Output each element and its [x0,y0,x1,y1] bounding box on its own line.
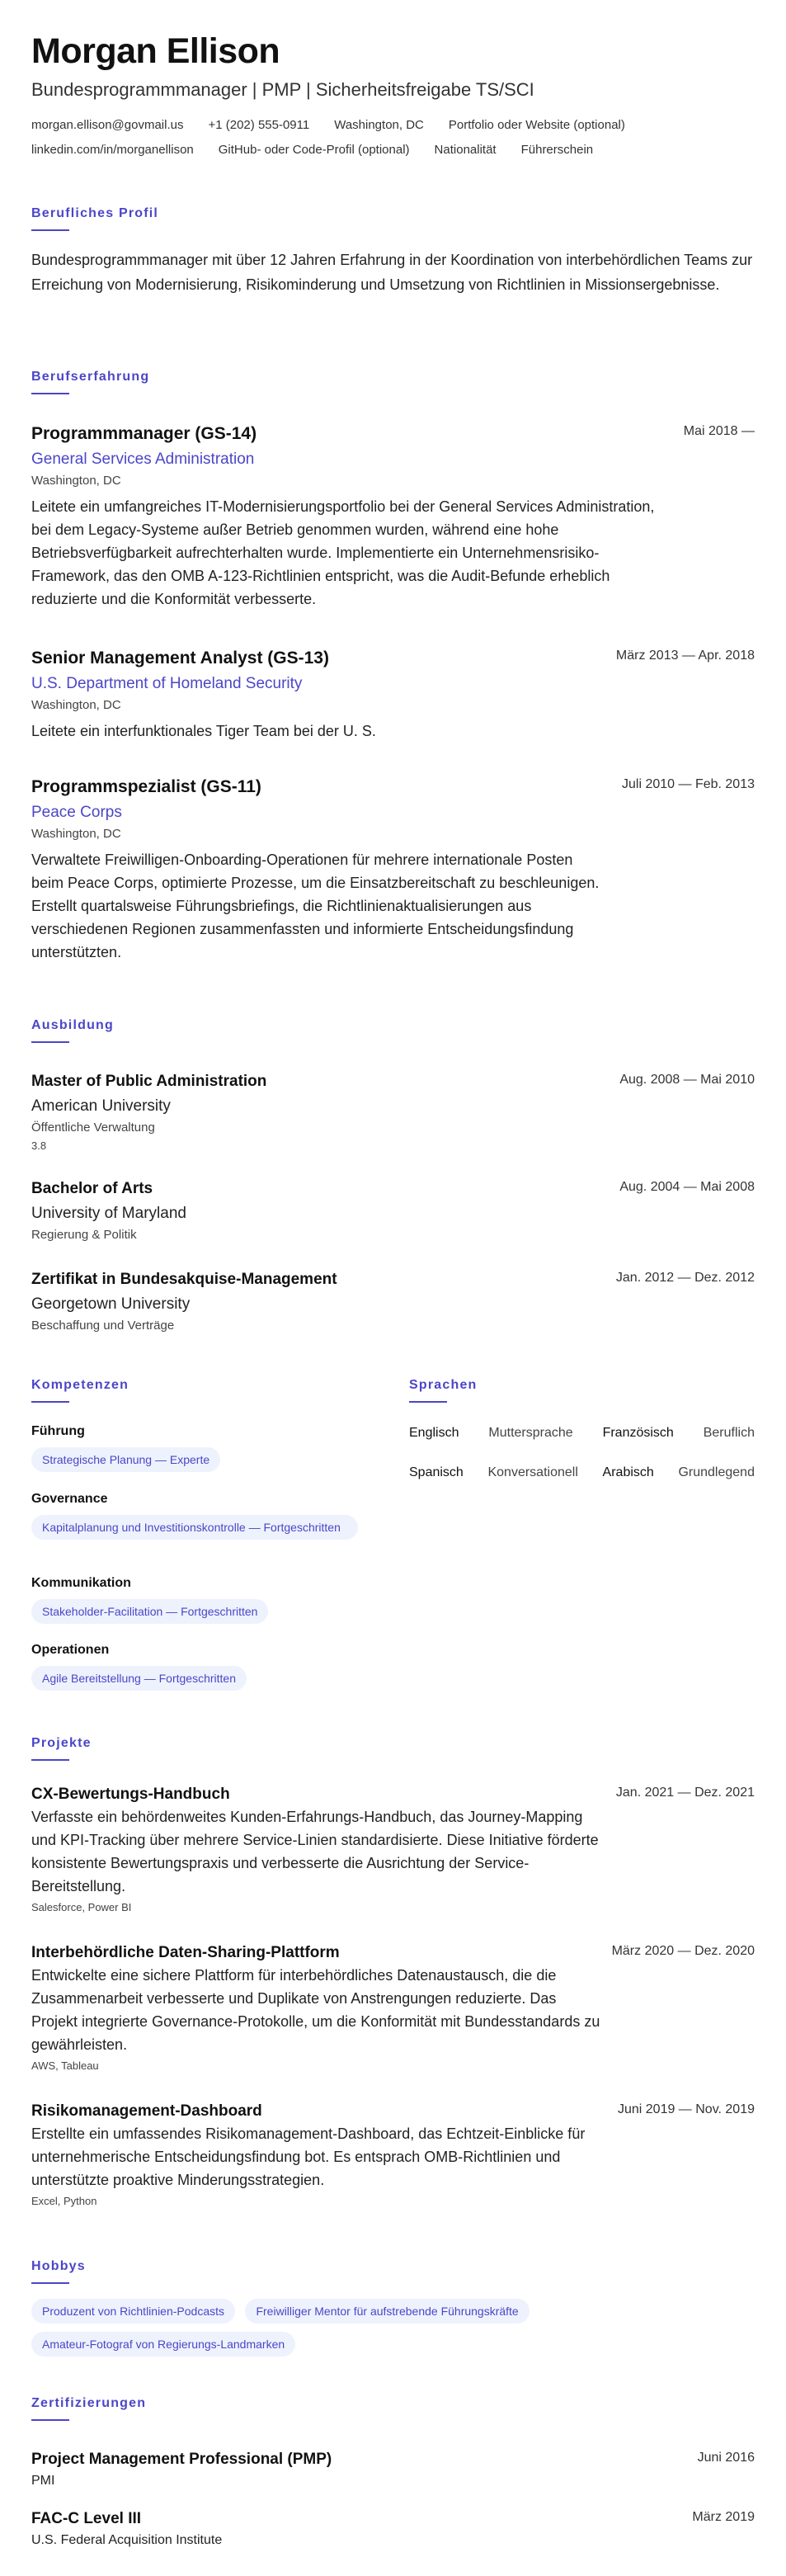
hobby-chip: Amateur-Fotograf von Regierungs-Landmarken [31,2332,295,2357]
section-divider [31,229,69,231]
school-name: University of Maryland [31,1205,186,1222]
skill-category-name: Führung [31,1424,85,1438]
language-level: Konversationell [487,1465,578,1479]
contact-row [31,142,755,158]
language-name: Spanisch [409,1465,464,1479]
certification-date: März 2019 [692,2510,755,2524]
section-divider [31,1041,69,1043]
project-description: Entwickelte eine sichere Plattform für interbehördliches Datenaustausch, die die Zusammenarbeit verbesserte und Duplikate von Anstrengungen reduzierte. Das Projekt integrierte Governance-Protokolle, um die Konformität mit Bundesstandards zu gewährleisten. [31,1967,600,2053]
section-title-languages: Sprachen [409,1378,478,1392]
certifications-section [31,2394,755,2547]
language-name: Arabisch [602,1465,654,1479]
section-divider [31,393,69,394]
job-description: Leitete ein umfangreiches IT-Modernisierungsportfolio bei der General Services Administration, bei dem Legacy-Systeme außer Betrieb genommen wurden, während eine hohe Betriebsverfügbarkeit aufrechterhalten wurde. Implementierte ein Unternehmensrisiko-Framework, das den OMB A-123-Richtlinien entspricht, was die Audit-Befunde erheblich reduzierte und die Konformität verbesserte. [31,498,655,607]
education-dates: Aug. 2004 — Mai 2008 [619,1180,755,1194]
section-title-skills: Kompetenzen [31,1378,129,1392]
certification-name: FAC-C Level III [31,2510,142,2527]
language-level: Grundlegend [678,1465,755,1479]
certification-date: Juni 2016 [697,2451,755,2465]
project-technologies: Excel, Python [31,2195,97,2207]
job-entry [31,776,755,964]
location-text: Washington, DC [334,118,424,132]
education-section [31,1017,755,1333]
job-location: Washington, DC [31,827,121,841]
job-dates: Juli 2010 — Feb. 2013 [622,777,755,791]
skill-category-name: Kommunikation [31,1576,131,1590]
job-organization: Peace Corps [31,804,122,821]
project-technologies: Salesforce, Power BI [31,1901,132,1913]
project-technologies: AWS, Tableau [31,2059,99,2072]
project-description: Verfasste ein behördenweites Kunden-Erfahrungs-Handbuch, das Journey-Mapping und KPI-Tracking über mehrere Service-Linien standardisierte. Diese Initiative förderte konsistente Bewertungspraxis und verbesserte die Ausrichtung der Service-Bereitstellung. [31,1809,599,1894]
skills-section [31,1376,386,1685]
certification-entry [31,2449,755,2490]
phone-link[interactable]: +1 (202) 555-0911 [208,118,310,132]
degree-title: Master of Public Administration [31,1073,267,1090]
hobbies-section [31,2258,755,2351]
language-list [409,1424,755,1482]
project-dates: März 2020 — Dez. 2020 [611,1944,755,1958]
degree-title: Bachelor of Arts [31,1180,153,1197]
job-description: Verwaltete Freiwilligen-Onboarding-Operationen für mehrere internationale Posten beim Peace Corps, optimierte Prozesse, um die Einsatzbereitschaft zu beschleunigen. Erstellt quartalsweise Führungsbriefings, die Richtlinienaktualisierungen aus verschiedenen Regionen zusammenfassten und informierte Entscheidungsfindung unterstützten. [31,852,600,960]
certification-entry [31,2508,755,2550]
job-entry [31,422,755,611]
job-organization: General Services Administration [31,451,255,468]
job-dates: März 2013 — Apr. 2018 [615,649,755,663]
skill-category [31,1422,220,1472]
job-title: Programmmanager (GS-14) [31,424,257,443]
project-dates: Jan. 2021 — Dez. 2021 [615,1786,755,1800]
language-row [409,1464,755,1482]
job-title: Programmspezialist (GS-11) [31,777,261,796]
experience-section [31,368,755,960]
section-divider [31,2282,69,2284]
language-name: Französisch [602,1426,674,1440]
language-row [409,1424,755,1442]
github-link[interactable]: GitHub- oder Code-Profil (optional) [218,143,410,157]
field-of-study: Beschaffung und Verträge [31,1319,175,1333]
license-text: Führerschein [520,143,594,157]
nationality-text: Nationalität [434,143,497,157]
language-name: Englisch [409,1426,459,1440]
job-location: Washington, DC [31,474,121,488]
section-title-experience: Berufserfahrung [31,370,150,384]
skill-chip: Agile Bereitstellung — Fortgeschritten [31,1666,247,1691]
candidate-name: Morgan Ellison [31,31,280,71]
job-location: Washington, DC [31,698,121,712]
job-description: Leitete ein interfunktionales Tiger Team bei der U. S. [31,723,376,739]
school-name: American University [31,1097,171,1115]
profile-section [31,205,755,297]
hobby-chip: Freiwilliger Mentor für aufstrebende Führungskräfte [245,2299,529,2324]
language-level: Beruflich [703,1426,755,1440]
degree-title: Zertifikat in Bundesakquise-Management [31,1271,337,1288]
skill-category-name: Operationen [31,1643,110,1657]
contact-info [31,117,755,158]
skill-chip: Kapitalplanung und Investitionskontrolle — Fortgeschritten [31,1515,358,1540]
job-organization: U.S. Department of Homeland Security [31,675,303,692]
skill-category [31,1490,358,1540]
certification-issuer: PMI [31,2474,55,2488]
section-divider [31,1401,69,1403]
project-title: CX-Bewertungs-Handbuch [31,1786,230,1803]
project-entry [31,1784,755,1916]
section-title-certifications: Zertifizierungen [31,2396,147,2410]
skill-chip: Stakeholder-Facilitation — Fortgeschritten [31,1599,268,1624]
email-link[interactable]: morgan.ellison@govmail.us [31,118,184,132]
certification-name: Project Management Professional (PMP) [31,2451,332,2468]
skill-category-name: Governance [31,1492,108,1506]
contact-row [31,117,755,134]
gpa-value: 3.8 [31,1139,47,1152]
project-title: Risikomanagement-Dashboard [31,2102,262,2120]
certification-issuer: U.S. Federal Acquisition Institute [31,2533,223,2547]
candidate-headline: Bundesprogrammmanager | PMP | Sicherheitsfreigabe TS/SCI [31,79,534,100]
section-divider [31,2419,69,2421]
education-dates: Aug. 2008 — Mai 2010 [619,1073,755,1087]
projects-section [31,1734,755,2207]
project-description: Erstellte ein umfassendes Risikomanagement-Dashboard, das Echtzeit-Einblicke für unternehmerische Entscheidungsfindung bot. Es entsprach OMB-Richtlinien und unterstützte proaktive Minderungsstrategien. [31,2125,586,2188]
section-title-education: Ausbildung [31,1018,114,1032]
field-of-study: Regierung & Politik [31,1228,137,1242]
hobby-chip: Produzent von Richtlinien-Podcasts [31,2299,235,2324]
job-dates: Mai 2018 — [683,424,755,438]
section-divider [409,1401,447,1403]
job-title: Senior Management Analyst (GS-13) [31,649,329,668]
project-entry [31,1942,755,2074]
school-name: Georgetown University [31,1295,191,1313]
job-entry [31,647,755,743]
skill-category [31,1574,268,1624]
language-level: Muttersprache [488,1426,573,1440]
project-dates: Juni 2019 — Nov. 2019 [617,2102,755,2116]
section-title-hobbies: Hobbys [31,2259,86,2273]
section-divider [31,1759,69,1761]
education-entry [31,1178,755,1244]
section-title-projects: Projekte [31,1736,92,1750]
hobby-list [31,2299,529,2357]
profile-summary: Bundesprogrammmanager mit über 12 Jahren Erfahrung in der Koordination von interbehördlichen Teams zur Erreichung von Modernisierung, Risikominderung und Umsetzung von Richtlinien in Missionsergebnisse. [31,252,753,293]
education-dates: Jan. 2012 — Dez. 2012 [615,1271,755,1285]
skill-chip: Strategische Planung — Experte [31,1447,220,1472]
education-entry [31,1071,755,1154]
project-title: Interbehördliche Daten-Sharing-Plattform [31,1944,340,1961]
education-entry [31,1269,755,1335]
section-title-profile: Berufliches Profil [31,206,159,220]
languages-section [409,1376,755,1479]
linkedin-link[interactable]: linkedin.com/in/morganellison [31,143,194,157]
project-entry [31,2101,755,2210]
field-of-study: Öffentliche Verwaltung [31,1121,155,1135]
skill-category [31,1641,247,1691]
portfolio-link[interactable]: Portfolio oder Website (optional) [448,118,625,132]
